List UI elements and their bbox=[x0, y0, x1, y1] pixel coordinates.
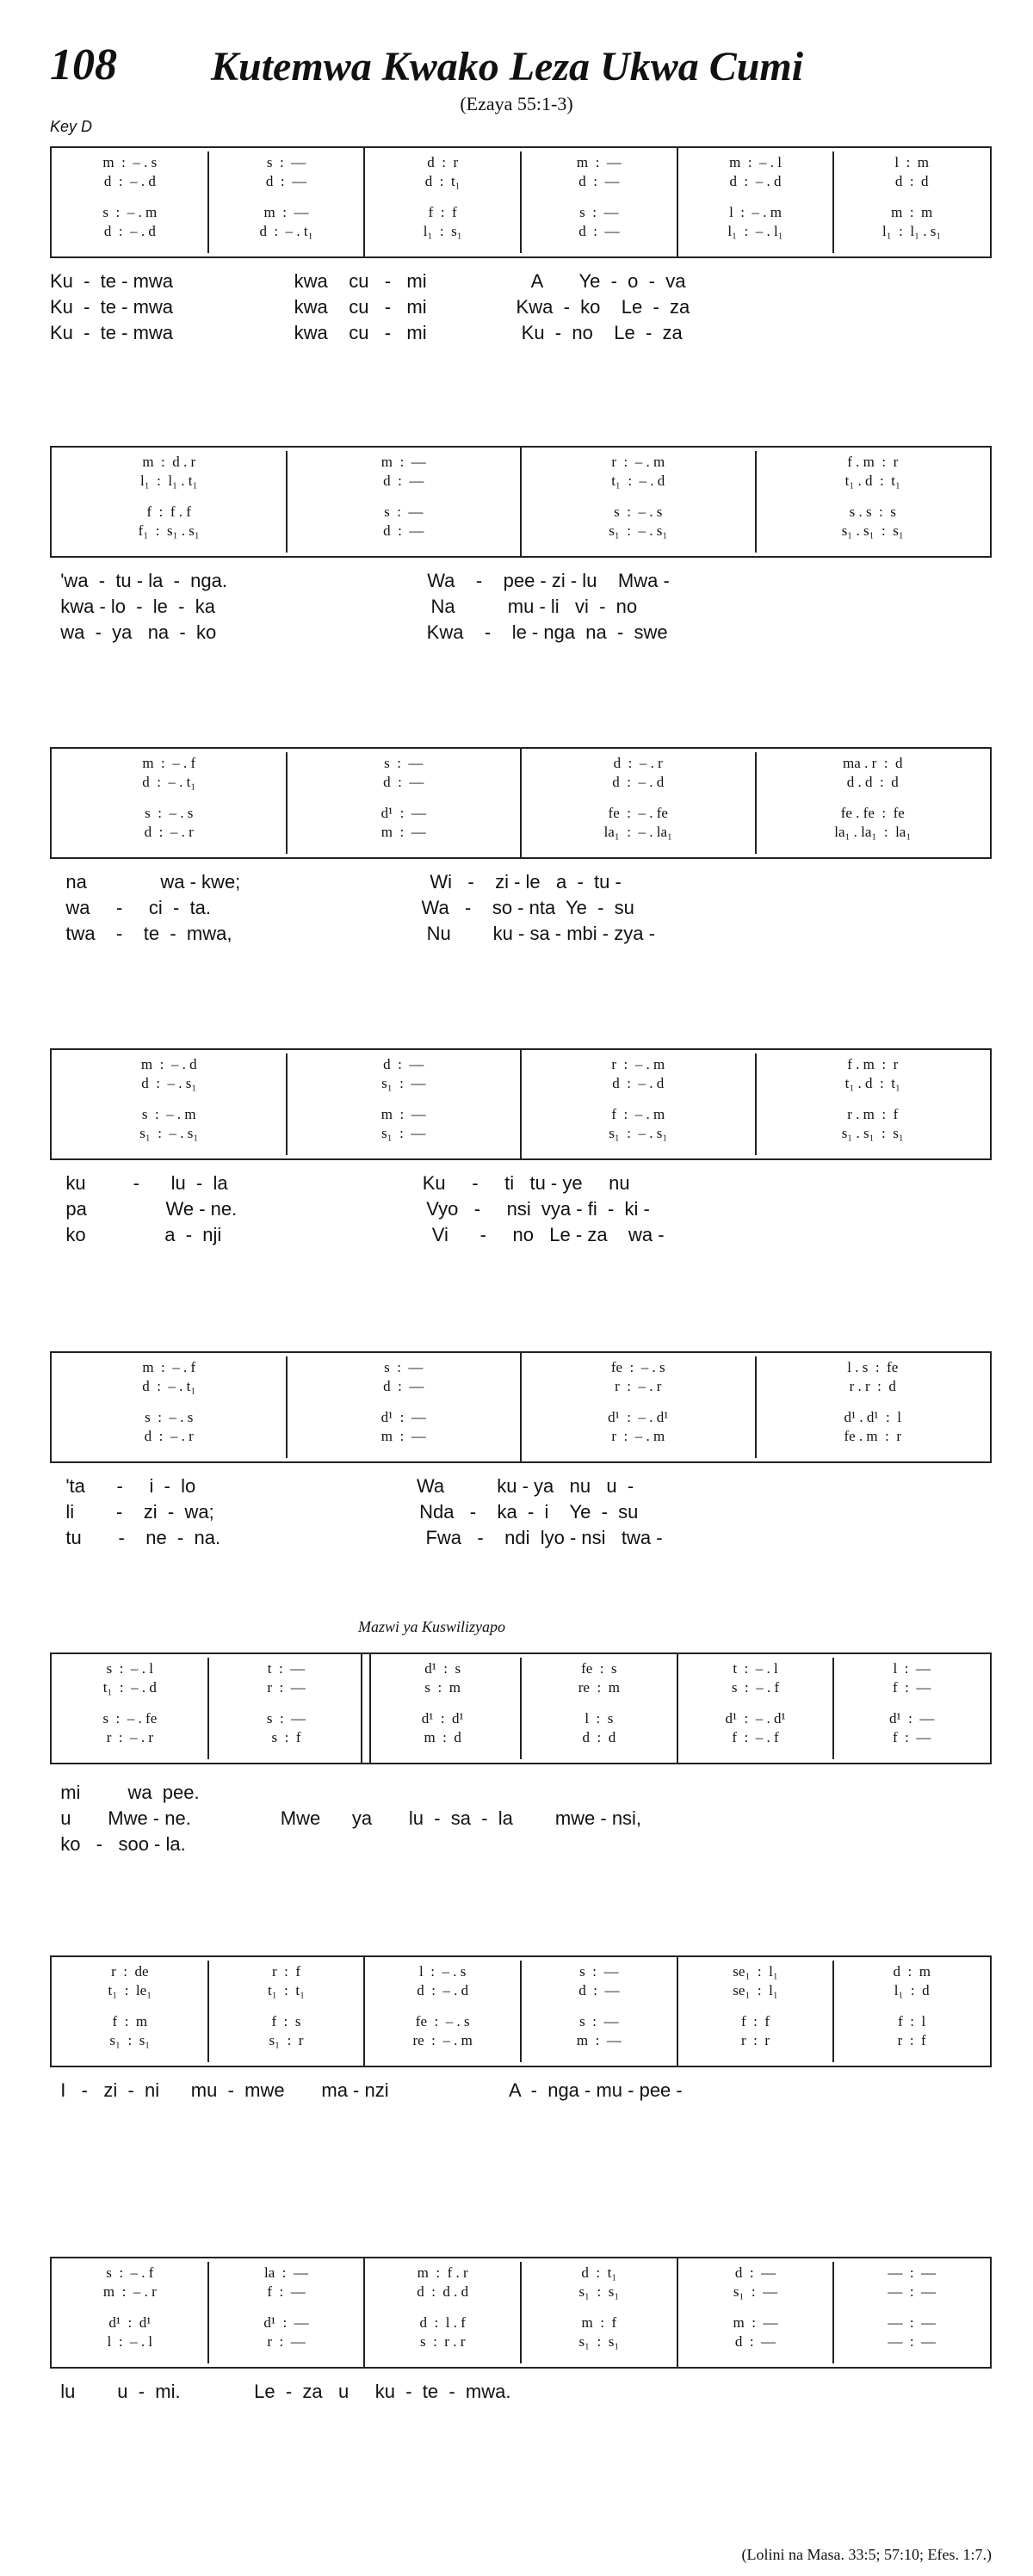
solfa-cell: d : r bbox=[427, 154, 459, 170]
solfa-cell: s₁ : – . s₁ bbox=[609, 522, 668, 539]
lyric-line: tu - ne - na. Fwa - ndi lyo - nsi twa - bbox=[50, 1527, 663, 1548]
solfa-cell: d : — bbox=[383, 1056, 424, 1072]
solfa-cell: t₁ : le₁ bbox=[108, 1982, 152, 1998]
lyric-line: Ku - te - mwa kwa cu - mi A Ye - o - va bbox=[50, 270, 686, 292]
solfa-cell: d¹ : — bbox=[380, 1409, 426, 1425]
solfa-cell: m : – . l bbox=[729, 154, 782, 170]
solfa-cell: r : – . r bbox=[106, 1729, 153, 1745]
solfa-cell: t₁ . d : t₁ bbox=[844, 1075, 900, 1091]
solfa-cell: s₁ : r bbox=[269, 2032, 304, 2048]
solfa-cell: fe . m : r bbox=[844, 1428, 902, 1444]
bar-line bbox=[520, 1961, 522, 2062]
lyric-line: kwa - lo - le - ka Na mu - li vi - no bbox=[50, 596, 638, 617]
solfa-cell: la₁ : – . la₁ bbox=[603, 824, 672, 840]
solfa-cell: d¹ : d¹ bbox=[108, 2314, 152, 2331]
solfa-cell: f . m : r bbox=[847, 454, 899, 470]
solfa-cell: t : – . l bbox=[733, 1660, 778, 1677]
solfa-cell: d : – . d bbox=[103, 223, 156, 239]
lyric-line: Ku - te - mwa kwa cu - mi Kwa - ko Le - za bbox=[50, 296, 690, 318]
lyrics-block bbox=[50, 869, 992, 947]
bar-line bbox=[677, 148, 678, 256]
solfa-cell: d : – . d bbox=[103, 173, 156, 189]
bar-line bbox=[520, 151, 522, 253]
lyric-line: ku - lu - la Ku - ti tu - ye nu bbox=[50, 1172, 630, 1194]
lyrics-block bbox=[50, 269, 992, 346]
solfa-cell: d : — bbox=[383, 774, 424, 790]
solfa-cell: m : — bbox=[733, 2314, 778, 2331]
bar-line bbox=[520, 1050, 522, 1158]
solfa-cell: l . s : fe bbox=[847, 1359, 899, 1375]
notation-system bbox=[50, 2257, 992, 2369]
solfa-cell: d¹ : — bbox=[889, 1710, 935, 1727]
solfa-cell: s : — bbox=[579, 204, 619, 220]
lyric-line: lu u - mi. Le - za u ku - te - mwa. bbox=[50, 2381, 511, 2402]
solfa-cell: s : — bbox=[384, 503, 424, 520]
bar-line bbox=[286, 1356, 288, 1458]
bar-line bbox=[832, 1658, 834, 1759]
solfa-cell: d : – . d bbox=[417, 1982, 469, 1998]
lyrics-block bbox=[50, 2379, 992, 2405]
solfa-cell: — : — bbox=[888, 2264, 937, 2281]
solfa-cell: r : – . m bbox=[611, 454, 665, 470]
solfa-cell: se₁ : l₁ bbox=[733, 1982, 778, 1998]
solfa-cell: — : — bbox=[888, 2333, 937, 2350]
solfa-cell: r : – . m bbox=[611, 1428, 665, 1444]
solfa-cell: d : – . d bbox=[612, 774, 665, 790]
lyric-line: 'wa - tu - la - nga. Wa - pee - zi - lu Mwa - bbox=[50, 570, 670, 591]
hymn-number: 108 bbox=[50, 40, 117, 90]
solfa-cell: m : f . r bbox=[417, 2264, 468, 2281]
solfa-cell: s : – . m bbox=[102, 204, 158, 220]
solfa-cell: se₁ : l₁ bbox=[733, 1963, 778, 1980]
solfa-cell: la : — bbox=[264, 2264, 308, 2281]
solfa-cell: d : l . f bbox=[419, 2314, 466, 2331]
solfa-cell: d : — bbox=[734, 2333, 776, 2350]
solfa-cell: fe : – . fe bbox=[608, 805, 668, 821]
solfa-cell: — : — bbox=[888, 2314, 937, 2331]
solfa-cell: f : — bbox=[893, 1679, 931, 1696]
solfa-cell: d : — bbox=[578, 1982, 620, 1998]
bar-line bbox=[832, 1961, 834, 2062]
solfa-cell: s : f bbox=[271, 1729, 301, 1745]
lyric-line: Ku - te - mwa kwa cu - mi Ku - no Le - za bbox=[50, 322, 683, 343]
solfa-cell: d : – . s₁ bbox=[141, 1075, 197, 1091]
solfa-cell: re : m bbox=[578, 1679, 620, 1696]
solfa-cell: r : f bbox=[897, 2032, 926, 2048]
solfa-cell: l : s bbox=[585, 1710, 614, 1727]
key-signature: Key D bbox=[50, 118, 93, 135]
solfa-cell: d : — bbox=[383, 473, 424, 489]
solfa-cell: d : d . d bbox=[417, 2283, 469, 2300]
notation-system bbox=[50, 1955, 992, 2067]
solfa-cell: r . r : d bbox=[849, 1378, 896, 1394]
solfa-cell: r : r bbox=[741, 2032, 770, 2048]
solfa-cell: f . m : r bbox=[847, 1056, 899, 1072]
solfa-cell: s : – . l bbox=[106, 1660, 153, 1677]
solfa-cell: d : – . t₁ bbox=[142, 1378, 196, 1394]
solfa-cell: s : – . s bbox=[145, 805, 194, 821]
solfa-cell: m : – . s bbox=[102, 154, 158, 170]
notation-system bbox=[50, 146, 992, 258]
bar-line bbox=[832, 151, 834, 253]
bar-line bbox=[755, 752, 757, 854]
solfa-cell: m : — bbox=[263, 204, 309, 220]
bar-line bbox=[207, 2262, 209, 2363]
lyric-line: twa - te - mwa, Nu ku - sa - mbi - zya - bbox=[50, 923, 655, 944]
bar-line bbox=[207, 1658, 209, 1759]
solfa-cell: — : — bbox=[888, 2283, 937, 2300]
solfa-cell: d : m bbox=[893, 1963, 931, 1980]
solfa-cell: d : t₁ bbox=[581, 2264, 617, 2281]
solfa-cell: d : d bbox=[894, 173, 929, 189]
solfa-cell: d : – . r bbox=[144, 824, 194, 840]
solfa-cell: r : de bbox=[111, 1963, 149, 1980]
solfa-cell: r : – . r bbox=[615, 1378, 662, 1394]
solfa-cell: d : – . d bbox=[612, 1075, 665, 1091]
bar-line bbox=[520, 1658, 522, 1759]
solfa-cell: d¹ : d¹ bbox=[421, 1710, 464, 1727]
solfa-cell: s : — bbox=[579, 2013, 619, 2029]
solfa-cell: s₁ : s₁ bbox=[578, 2283, 620, 2300]
solfa-cell: r : f bbox=[271, 1963, 301, 1980]
solfa-cell: ma . r : d bbox=[843, 755, 903, 771]
bar-line bbox=[520, 2262, 522, 2363]
lyric-line: ko a - nji Vi - no Le - za wa - bbox=[50, 1224, 665, 1245]
solfa-cell: f : – . m bbox=[611, 1106, 665, 1122]
solfa-cell: d : – . d bbox=[729, 173, 782, 189]
bar-line bbox=[832, 2262, 834, 2363]
notation-system bbox=[50, 747, 992, 859]
solfa-cell: d : – . r bbox=[144, 1428, 194, 1444]
bar-line bbox=[207, 151, 209, 253]
solfa-cell: d¹ : – . d¹ bbox=[725, 1710, 786, 1727]
solfa-cell: d : — bbox=[578, 173, 620, 189]
solfa-cell: m : – . r bbox=[102, 2283, 157, 2300]
solfa-cell: m : — bbox=[380, 1428, 426, 1444]
hymn-title: Kutemwa Kwako Leza Ukwa Cumi bbox=[211, 44, 804, 90]
solfa-cell: d : — bbox=[383, 1378, 424, 1394]
solfa-cell: l : — bbox=[893, 1660, 931, 1677]
bar-line bbox=[520, 448, 522, 556]
solfa-cell: fe : – . s bbox=[610, 1359, 665, 1375]
solfa-cell: m : — bbox=[380, 824, 426, 840]
solfa-cell: r : — bbox=[267, 1679, 306, 1696]
solfa-cell: l₁ : l₁ . s₁ bbox=[882, 223, 942, 239]
solfa-cell: d¹ : s bbox=[424, 1660, 461, 1677]
notation-system bbox=[50, 1652, 992, 1764]
solfa-cell: s₁ . s₁ : s₁ bbox=[841, 1125, 904, 1141]
solfa-cell: d¹ . d¹ : l bbox=[844, 1409, 901, 1425]
solfa-cell: s : m bbox=[424, 1679, 461, 1696]
solfa-cell: s₁ . s₁ : s₁ bbox=[841, 522, 904, 539]
solfa-cell: s : – . f bbox=[106, 2264, 154, 2281]
lyrics-block bbox=[50, 1473, 992, 1551]
solfa-cell: s : — bbox=[266, 154, 306, 170]
solfa-cell: f : m bbox=[112, 2013, 148, 2029]
solfa-cell: f : f . f bbox=[146, 503, 191, 520]
bar-line bbox=[286, 451, 288, 553]
solfa-cell: s₁ : s₁ bbox=[578, 2333, 620, 2350]
bar-line bbox=[286, 752, 288, 854]
solfa-cell: m : — bbox=[380, 1106, 426, 1122]
solfa-cell: d¹ : — bbox=[380, 805, 426, 821]
solfa-cell: s : — bbox=[266, 1710, 306, 1727]
solfa-cell: d : — bbox=[578, 223, 620, 239]
solfa-cell: d . d : d bbox=[846, 774, 899, 790]
solfa-cell: d : d bbox=[582, 1729, 616, 1745]
bar-line bbox=[755, 1053, 757, 1155]
solfa-cell: s : — bbox=[384, 755, 424, 771]
solfa-cell: s : – . s bbox=[145, 1409, 194, 1425]
bar-line bbox=[361, 1654, 371, 1763]
lyric-line: wa - ya na - ko Kwa - le - nga na - swe bbox=[50, 621, 668, 643]
solfa-cell: d¹ : — bbox=[263, 2314, 309, 2331]
bar-line bbox=[677, 1957, 678, 2066]
solfa-cell: s₁ : — bbox=[381, 1075, 426, 1091]
solfa-cell: t : — bbox=[267, 1660, 306, 1677]
bar-line bbox=[520, 1353, 522, 1461]
solfa-cell: la₁ . la₁ : la₁ bbox=[834, 824, 912, 840]
solfa-cell: d : – . t₁ bbox=[259, 223, 313, 239]
section-label: Mazwi ya Kuswilizyapo bbox=[358, 1618, 506, 1635]
solfa-cell: m : m bbox=[891, 204, 933, 220]
solfa-cell: l : – . m bbox=[729, 204, 782, 220]
lyric-line: ko - soo - la. bbox=[50, 1833, 186, 1855]
solfa-cell: d : — bbox=[383, 522, 424, 539]
solfa-cell: d : – . r bbox=[613, 755, 663, 771]
solfa-cell: fe : – . s bbox=[415, 2013, 470, 2029]
notation-system bbox=[50, 1048, 992, 1160]
lyric-line: pa We - ne. Vyo - nsi vya - fi - ki - bbox=[50, 1198, 650, 1220]
solfa-cell: fe . fe : fe bbox=[840, 805, 905, 821]
solfa-cell: f : – . f bbox=[732, 1729, 779, 1745]
solfa-cell: s₁ : — bbox=[733, 2283, 778, 2300]
solfa-cell: d¹ : – . d¹ bbox=[608, 1409, 669, 1425]
solfa-cell: s₁ : s₁ bbox=[109, 2032, 151, 2048]
solfa-cell: r : – . m bbox=[611, 1056, 665, 1072]
solfa-cell: l₁ : l₁ . t₁ bbox=[140, 473, 198, 489]
bar-line bbox=[363, 2258, 365, 2367]
bar-line bbox=[677, 1654, 678, 1763]
solfa-cell: m : – . f bbox=[142, 755, 196, 771]
lyrics-block bbox=[50, 2078, 992, 2103]
solfa-cell: m : — bbox=[576, 154, 622, 170]
bar-line bbox=[677, 2258, 678, 2367]
lyrics-block bbox=[50, 1171, 992, 1248]
bar-line bbox=[363, 148, 365, 256]
solfa-cell: f : — bbox=[893, 1729, 931, 1745]
solfa-cell: s : – . f bbox=[731, 1679, 780, 1696]
bar-line bbox=[755, 1356, 757, 1458]
solfa-cell: d : t₁ bbox=[424, 173, 461, 189]
notation-system bbox=[50, 446, 992, 558]
solfa-cell: m : — bbox=[380, 454, 426, 470]
solfa-cell: m : d . r bbox=[142, 454, 196, 470]
bar-line bbox=[520, 749, 522, 857]
solfa-cell: s : — bbox=[579, 1963, 619, 1980]
bar-line bbox=[207, 1961, 209, 2062]
bar-line bbox=[363, 1957, 365, 2066]
solfa-cell: l : m bbox=[894, 154, 930, 170]
solfa-cell: l₁ : d bbox=[894, 1982, 930, 1998]
solfa-cell: s₁ : – . s₁ bbox=[609, 1125, 668, 1141]
lyric-line: u Mwe - ne. Mwe ya lu - sa - la mwe - nsi, bbox=[50, 1807, 642, 1829]
solfa-cell: s : – . m bbox=[141, 1106, 196, 1122]
solfa-cell: l₁ : s₁ bbox=[423, 223, 462, 239]
lyrics-block bbox=[50, 1780, 992, 1857]
solfa-cell: t₁ . d : t₁ bbox=[844, 473, 900, 489]
solfa-cell: l : – . l bbox=[107, 2333, 153, 2350]
bar-line bbox=[755, 451, 757, 553]
solfa-cell: f : f bbox=[428, 204, 457, 220]
solfa-cell: f : l bbox=[898, 2013, 926, 2029]
solfa-cell: re : – . m bbox=[412, 2032, 473, 2048]
lyrics-block bbox=[50, 568, 992, 646]
lyric-line: na wa - kwe; Wi - zi - le a - tu - bbox=[50, 871, 622, 893]
solfa-cell: m : – . f bbox=[142, 1359, 196, 1375]
scripture-reference: (Ezaya 55:1-3) bbox=[460, 93, 573, 114]
solfa-cell: t₁ : t₁ bbox=[267, 1982, 306, 1998]
solfa-cell: t₁ : – . d bbox=[102, 1679, 157, 1696]
solfa-cell: r . m : f bbox=[847, 1106, 899, 1122]
footnote: (Lolini na Masa. 33:5; 57:10; Efes. 1:7.) bbox=[741, 2546, 992, 2563]
solfa-cell: l : – . s bbox=[419, 1963, 467, 1980]
solfa-cell: m : d bbox=[424, 1729, 461, 1745]
solfa-cell: f : s bbox=[271, 2013, 301, 2029]
solfa-cell: s : — bbox=[384, 1359, 424, 1375]
solfa-cell: f₁ : s₁ . s₁ bbox=[138, 522, 200, 539]
notation-system bbox=[50, 1351, 992, 1463]
solfa-cell: d : — bbox=[734, 2264, 776, 2281]
bar-line bbox=[286, 1053, 288, 1155]
solfa-cell: d : — bbox=[265, 173, 307, 189]
solfa-cell: t₁ : – . d bbox=[611, 473, 665, 489]
solfa-cell: m : f bbox=[581, 2314, 617, 2331]
solfa-cell: s . s : s bbox=[849, 503, 896, 520]
lyric-line: wa - ci - ta. Wa - so - nta Ye - su bbox=[50, 897, 634, 918]
solfa-cell: s₁ : – . s₁ bbox=[139, 1125, 199, 1141]
solfa-cell: fe : s bbox=[581, 1660, 617, 1677]
solfa-cell: d : – . t₁ bbox=[142, 774, 196, 790]
lyric-line: mi wa pee. bbox=[50, 1782, 200, 1803]
lyric-line: I - zi - ni mu - mwe ma - nzi A - nga - mu - pee - bbox=[50, 2079, 683, 2101]
solfa-cell: f : f bbox=[741, 2013, 770, 2029]
solfa-cell: s : – . fe bbox=[102, 1710, 158, 1727]
solfa-cell: s : – . s bbox=[614, 503, 663, 520]
solfa-cell: m : — bbox=[576, 2032, 622, 2048]
solfa-cell: s₁ : — bbox=[381, 1125, 426, 1141]
lyric-line: li - zi - wa; Nda - ka - i Ye - su bbox=[50, 1501, 639, 1523]
solfa-cell: m : – . d bbox=[140, 1056, 197, 1072]
solfa-cell: s : r . r bbox=[419, 2333, 466, 2350]
solfa-cell: f : — bbox=[267, 2283, 306, 2300]
lyric-line: 'ta - i - lo Wa ku - ya nu u - bbox=[50, 1475, 634, 1497]
solfa-cell: l₁ : – . l₁ bbox=[727, 223, 783, 239]
solfa-cell: r : — bbox=[267, 2333, 306, 2350]
